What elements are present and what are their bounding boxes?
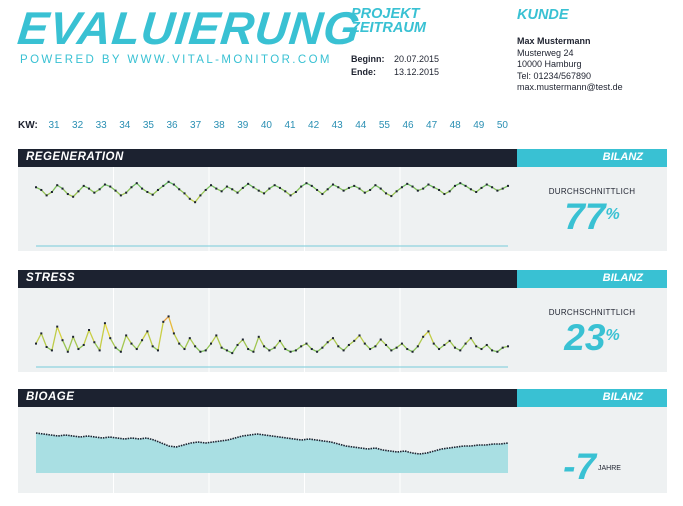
kw-week-35: 35 [142,120,154,131]
customer-street: Musterweg 24 [517,47,574,58]
stress-point [422,336,424,338]
stress-title: STRESS [26,272,76,284]
stress-point [353,340,355,342]
week-axis [18,119,517,133]
regeneration-point [40,189,42,191]
regeneration-point [231,188,233,190]
stress-segment [174,333,179,343]
regeneration-point [274,184,276,186]
stress-point [401,343,403,345]
regeneration-point [284,190,286,192]
stress-point [199,351,201,353]
kw-week-36: 36 [166,120,178,131]
stress-point [433,343,435,345]
stress-point [210,343,212,345]
stress-point [348,344,350,346]
regeneration-title: REGENERATION [26,151,124,163]
stress-point [459,349,461,351]
stress-point [194,345,196,347]
regeneration-point [258,190,260,192]
stress-summary [517,288,667,372]
stress-point [438,348,440,350]
stress-point [290,351,292,353]
regeneration-point [146,191,148,193]
regeneration-point [470,188,472,190]
regeneration-point [374,184,376,186]
stress-segment [63,340,68,352]
regeneration-point [300,186,302,188]
stress-segment [126,335,131,343]
regeneration-point [109,186,111,188]
regeneration-point [332,184,334,186]
regeneration-point [51,191,53,193]
regeneration-point [475,191,477,193]
regeneration-point [152,194,154,196]
stress-point [390,349,392,351]
stress-point [120,351,122,353]
stress-point [40,332,42,334]
stress-segment [280,341,285,349]
customer-info [517,36,623,94]
stress-segment [275,341,280,348]
stress-segment [418,337,423,347]
stress-segment [121,335,126,351]
kw-week-43: 43 [331,120,343,131]
stress-segment [110,338,115,348]
regeneration-point [427,184,429,186]
stress-point [311,348,313,350]
stress-point [337,345,339,347]
regeneration-point [46,194,48,196]
stress-segment [94,342,99,350]
regeneration-panel [18,149,667,251]
regeneration-point [35,186,37,188]
kw-week-38: 38 [213,120,225,131]
regeneration-chart [18,167,517,251]
stress-point [305,343,307,345]
regeneration-point [247,183,249,185]
stress-point [46,346,48,348]
stress-value [517,318,667,358]
kw-week-41: 41 [284,120,296,131]
regeneration-point [83,185,85,187]
stress-point [295,349,297,351]
bioage-unit: JAHRE [597,465,621,473]
stress-point [168,315,170,317]
regeneration-point [359,188,361,190]
regeneration-point [77,190,79,192]
regeneration-point [162,185,164,187]
regeneration-point [215,188,217,190]
project-dates [351,53,439,79]
stress-point [221,347,223,349]
regeneration-point [380,188,382,190]
stress-point [343,349,345,351]
bioage-value [517,447,667,489]
regeneration-segment [52,185,57,192]
stress-point [83,344,85,346]
regeneration-point [316,189,318,191]
stress-point [237,344,239,346]
regeneration-point [178,188,180,190]
kw-week-44: 44 [355,120,367,131]
stress-segment [68,337,73,352]
regeneration-segment [195,195,200,202]
customer-phone: Tel: 01234/567890 [517,70,592,81]
regeneration-point [343,190,345,192]
bioage-summary [517,407,667,493]
customer-name: Max Mustermann [517,36,591,46]
stress-segment [137,340,142,349]
stress-point [72,336,74,338]
regeneration-point [502,188,504,190]
regeneration-point [168,181,170,183]
bioage-chart-svg [18,407,517,493]
regeneration-point [295,191,297,193]
bioage-bilanz-label: BILANZ [602,391,643,403]
regeneration-number: 77 [564,196,606,237]
regeneration-point [237,192,239,194]
stress-header [18,270,517,288]
bioage-title: BIOAGE [26,391,75,403]
stress-point [507,345,509,347]
regeneration-point [104,184,106,186]
regeneration-point [305,182,307,184]
stress-point [88,329,90,331]
regeneration-point [72,196,74,198]
kw-week-46: 46 [402,120,414,131]
stress-point [263,345,265,347]
end-label: Ende: [351,67,377,77]
regeneration-point [321,193,323,195]
stress-avg-label: DURCHSCHNITTLICH [548,308,636,317]
stress-chart-svg [18,288,517,372]
regeneration-point [454,185,456,187]
stress-unit: % [605,327,620,344]
stress-point [406,348,408,350]
customer-email: max.mustermann@test.de [517,82,623,92]
regeneration-point [125,192,127,194]
regeneration-point [263,192,265,194]
kw-week-48: 48 [449,120,461,131]
regeneration-point [465,185,467,187]
regeneration-point [194,201,196,203]
stress-point [125,334,127,336]
stress-point [35,343,37,345]
stress-point [115,347,117,349]
regeneration-point [210,184,212,186]
stress-point [496,351,498,353]
stress-point [252,351,254,353]
stress-point [189,337,191,339]
stress-point [274,347,276,349]
regeneration-point [327,188,329,190]
regeneration-point [67,193,69,195]
stress-segment [360,335,365,343]
regeneration-bilanz-header [517,149,667,167]
stress-bilanz-header [517,270,667,288]
end-value: 13.12.2015 [394,67,440,77]
regeneration-point [99,188,101,190]
stress-point [51,349,53,351]
stress-point [279,340,281,342]
regeneration-bilanz-label: BILANZ [602,151,643,163]
kw-week-49: 49 [473,120,485,131]
stress-point [369,348,371,350]
stress-point [300,345,302,347]
stress-segment [158,322,163,351]
stress-point [470,337,472,339]
bioage-number: -7 [563,446,596,487]
regeneration-point [130,186,132,188]
stress-segment [169,316,174,333]
stress-segment [460,344,465,351]
stress-point [93,341,95,343]
bioage-panel [18,389,667,493]
stress-point [327,341,329,343]
regeneration-point [443,193,445,195]
stress-point [178,343,180,345]
kw-week-33: 33 [95,120,107,131]
bioage-header [18,389,517,407]
stress-segment [216,335,221,347]
bioage-chart [18,407,517,493]
customer-city: 10000 Hamburg [517,59,582,69]
regeneration-point [88,188,90,190]
regeneration-point [406,183,408,185]
stress-point [316,351,318,353]
stress-point [104,322,106,324]
page-subtitle: POWERED BY WWW.VITAL-MONITOR.COM [20,54,332,66]
stress-point [258,336,260,338]
stress-point [502,347,504,349]
stress-point [486,344,488,346]
regeneration-unit: % [605,206,620,223]
projekt-heading-line1: PROJEKT [351,6,420,22]
stress-segment [232,345,237,353]
stress-point [396,347,398,349]
regeneration-point [268,188,270,190]
stress-number: 23 [564,317,606,358]
page-title: EVALUIERUNG [15,2,364,54]
stress-chart [18,288,517,372]
stress-point [56,326,58,328]
stress-point [475,345,477,347]
regeneration-avg-label: DURCHSCHNITTLICH [548,187,636,196]
regeneration-point [480,187,482,189]
stress-point [157,349,159,351]
stress-point [162,321,164,323]
stress-point [67,351,69,353]
stress-segment [450,341,455,348]
stress-point [380,339,382,341]
stress-panel [18,270,667,372]
regeneration-point [390,195,392,197]
bioage-bilanz-header [517,389,667,407]
kw-week-34: 34 [119,120,131,131]
stress-point [412,351,414,353]
stress-segment [471,338,476,346]
stress-segment [375,340,380,347]
stress-segment [84,330,89,345]
stress-segment [243,340,248,350]
stress-bilanz-label: BILANZ [602,272,643,284]
stress-point [480,348,482,350]
kw-week-50: 50 [496,120,508,131]
stress-segment [147,331,152,346]
stress-point [231,352,233,354]
stress-point [146,330,148,332]
stress-segment [142,331,147,340]
stress-point [284,348,286,350]
regeneration-point [136,182,138,184]
regeneration-point [173,184,175,186]
stress-point [62,339,64,341]
stress-point [141,339,143,341]
stress-segment [89,330,94,342]
stress-point [152,345,154,347]
regeneration-point [183,192,185,194]
stress-segment [105,323,110,338]
stress-point [205,349,207,351]
stress-segment [184,338,189,349]
regeneration-point [433,186,435,188]
stress-segment [100,323,105,350]
stress-point [417,345,419,347]
regeneration-point [438,189,440,191]
stress-segment [73,337,78,349]
stress-segment [190,338,195,346]
stress-point [247,348,249,350]
kw-week-32: 32 [72,120,84,131]
regeneration-point [189,198,191,200]
projekt-heading [351,7,426,35]
regeneration-point [311,185,313,187]
stress-point [109,337,111,339]
regeneration-point [226,186,228,188]
kw-label: KW: [18,120,38,131]
regeneration-point [496,190,498,192]
stress-point [332,337,334,339]
stress-segment [57,327,62,341]
stress-point [427,330,429,332]
stress-segment [259,337,264,347]
stress-point [136,348,138,350]
projekt-heading-line2: ZEITRAUM [351,20,426,36]
regeneration-point [115,190,117,192]
stress-point [385,344,387,346]
stress-point [449,340,451,342]
regeneration-point [221,190,223,192]
stress-segment [211,335,216,343]
kw-week-42: 42 [308,120,320,131]
stress-point [183,348,185,350]
regeneration-value [517,197,667,237]
kw-week-31: 31 [48,120,60,131]
regeneration-summary [517,167,667,251]
stress-segment [333,338,338,346]
begin-value: 20.07.2015 [394,54,440,64]
regeneration-point [385,192,387,194]
stress-point [359,334,361,336]
regeneration-point [422,188,424,190]
stress-segment [52,327,57,351]
regeneration-point [369,189,371,191]
stress-point [465,343,467,345]
regeneration-point [279,187,281,189]
stress-point [130,343,132,345]
kw-week-37: 37 [190,120,202,131]
regeneration-point [242,187,244,189]
regeneration-point [364,192,366,194]
stress-point [242,339,244,341]
regeneration-point [486,184,488,186]
kw-week-40: 40 [260,120,272,131]
stress-segment [36,333,41,343]
regeneration-point [157,189,159,191]
stress-point [226,349,228,351]
stress-segment [428,331,433,343]
regeneration-point [205,189,207,191]
stress-point [443,344,445,346]
regeneration-point [93,192,95,194]
regeneration-point [337,186,339,188]
regeneration-point [252,186,254,188]
stress-segment [253,337,258,352]
regeneration-point [401,186,403,188]
stress-point [99,349,101,351]
stress-segment [41,333,46,347]
stress-point [268,349,270,351]
stress-point [491,349,493,351]
stress-point [173,332,175,334]
regeneration-point [417,190,419,192]
regeneration-point [491,186,493,188]
regeneration-point [412,186,414,188]
regeneration-point [396,190,398,192]
regeneration-point [62,188,64,190]
kw-week-47: 47 [426,120,438,131]
regeneration-point [459,182,461,184]
regeneration-point [199,194,201,196]
regeneration-point [290,194,292,196]
bioage-area [36,433,508,473]
stress-point [215,334,217,336]
stress-point [374,345,376,347]
regeneration-point [353,185,355,187]
stress-point [454,347,456,349]
kunde-heading: KUNDE [517,7,569,23]
stress-segment [206,344,211,351]
stress-point [321,347,323,349]
stress-point [364,343,366,345]
regeneration-chart-svg [18,167,517,251]
stress-point [77,348,79,350]
regeneration-point [348,187,350,189]
regeneration-point [56,184,58,186]
kw-week-39: 39 [237,120,249,131]
regeneration-point [120,194,122,196]
regeneration-point [449,190,451,192]
regeneration-point [141,188,143,190]
regeneration-header [18,149,517,167]
kw-week-55: 55 [378,120,390,131]
regeneration-point [507,185,509,187]
begin-label: Beginn: [351,54,385,64]
